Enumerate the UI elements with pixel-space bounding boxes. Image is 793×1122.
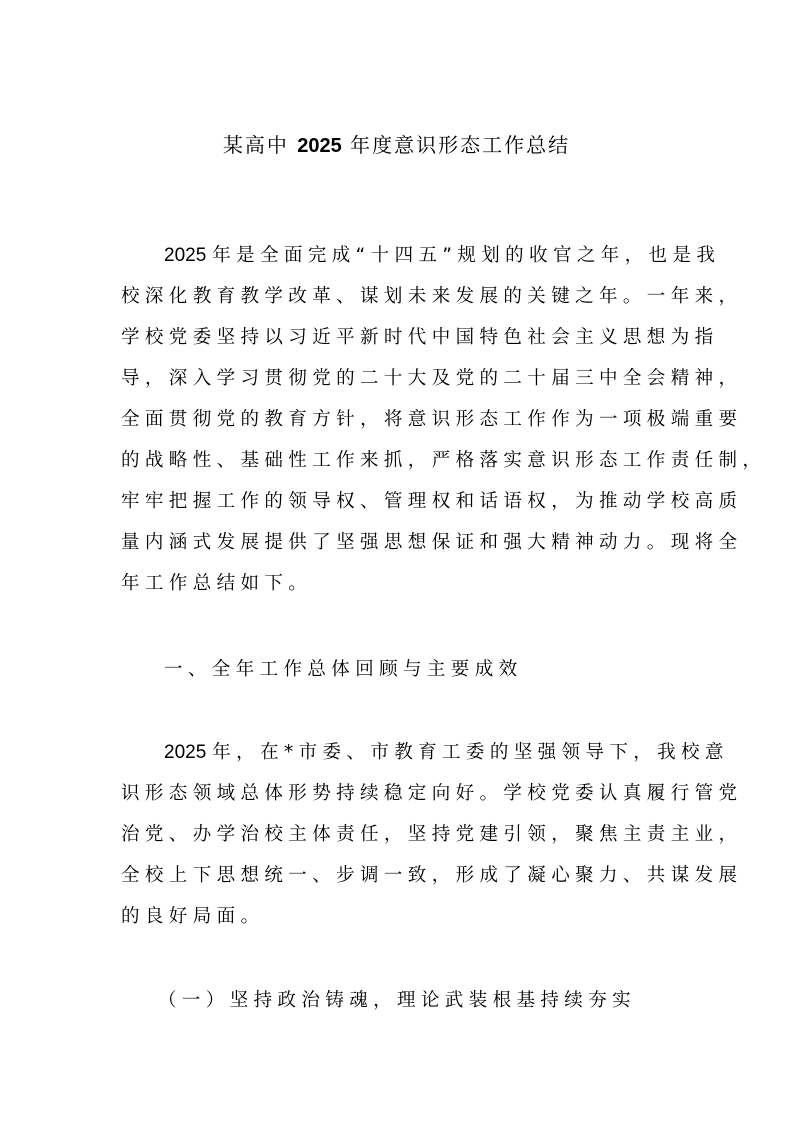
- paragraph-line: 的良好局面。: [121, 906, 265, 927]
- line-text: 年，在*市委、市教育工委的坚强领导下，我校意: [212, 742, 729, 763]
- section-heading: 一、全年工作总体回顾与主要成效: [164, 659, 523, 680]
- paragraph-line: 年工作总结如下。: [121, 573, 313, 594]
- intro-year: 2025: [164, 245, 207, 266]
- paragraph-line: 识形态领域总体形势持续稳定向好。学校党委认真履行管党: [121, 783, 743, 804]
- paragraph-line: 学校党委坚持以习近平新时代中国特色社会主义思想为指: [121, 327, 719, 348]
- paragraph-line: [164, 243, 724, 269]
- document-title: [0, 130, 793, 161]
- paragraph-line: 校深化教育教学改革、谋划未来发展的关键之年。一年来，: [121, 286, 743, 307]
- title-suffix: 年度意识形态工作总结: [350, 133, 571, 157]
- paragraph-line: 的战略性、基础性工作来抓，严格落实意识形态工作责任制，: [121, 450, 767, 471]
- paragraph-line: 全面贯彻党的教育方针，将意识形态工作作为一项极端重要: [121, 409, 743, 430]
- title-prefix: 某高中: [222, 133, 289, 157]
- paragraph-line: 牢牢把握工作的领导权、管理权和话语权，为推动学校高质: [121, 491, 743, 512]
- subsection-heading: （一）坚持政治铸魂，理论武装根基持续夯实: [158, 990, 637, 1011]
- paragraph-line: [164, 740, 729, 766]
- line-text: 年是全面完成“十四五”规划的收官之年，也是我: [212, 245, 721, 266]
- paragraph-line: 量内涵式发展提供了坚强思想保证和强大精神动力。现将全: [121, 532, 743, 553]
- paragraph-line: 导，深入学习贯彻党的二十大及党的二十届三中全会精神，: [121, 368, 743, 389]
- section1-year: 2025: [164, 742, 207, 763]
- paragraph-line: 全校上下思想统一、步调一致，形成了凝心聚力、共谋发展: [121, 865, 743, 886]
- title-year: 2025: [297, 135, 342, 157]
- paragraph-line: 治党、办学治校主体责任，坚持党建引领，聚焦主责主业，: [121, 824, 743, 845]
